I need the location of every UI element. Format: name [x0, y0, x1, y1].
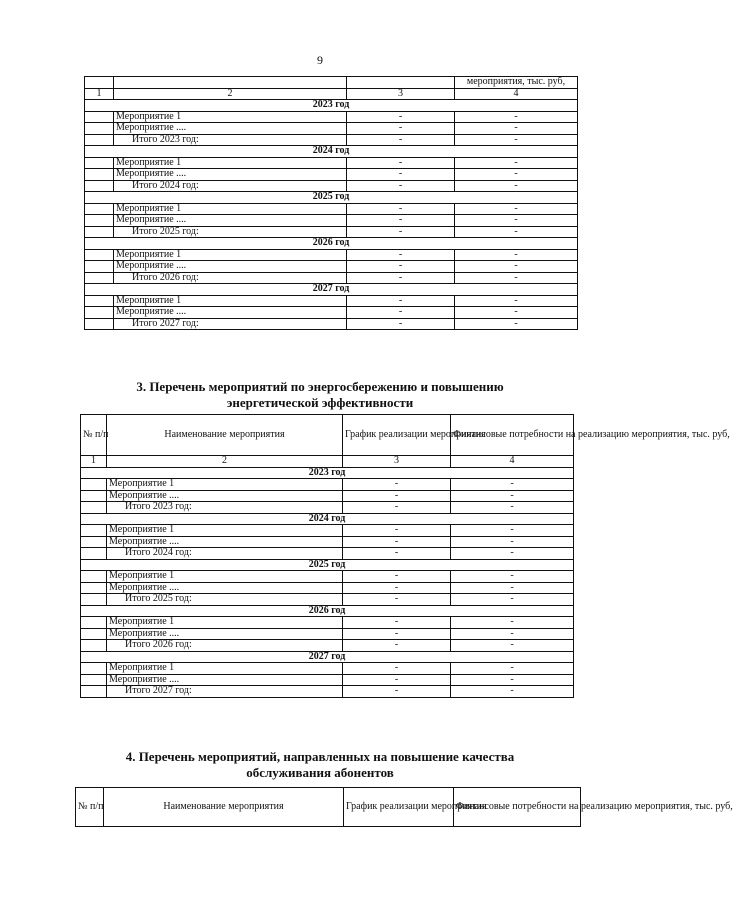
section-3-title-line2: энергетической эффективности [226, 395, 414, 410]
table-cell [114, 77, 347, 89]
finance-value: - [451, 571, 574, 583]
total-row [81, 502, 574, 514]
table-row [85, 261, 578, 273]
finance-value: - [451, 479, 574, 491]
activity-name: Мероприятие 1 [114, 249, 347, 261]
total-row [81, 686, 574, 698]
year-row [81, 467, 574, 479]
schedule-value: - [347, 318, 455, 330]
schedule-value: - [343, 628, 451, 640]
activity-name: Мероприятие 1 [114, 203, 347, 215]
finance-value: - [451, 640, 574, 652]
section-3-title [0, 379, 640, 411]
activity-name: Мероприятие .... [107, 490, 343, 502]
column-number-row [85, 88, 578, 100]
column-number: 3 [343, 456, 451, 468]
schedule-value: - [347, 295, 455, 307]
schedule-value: - [343, 663, 451, 675]
schedule-value: - [343, 640, 451, 652]
row-number [81, 502, 107, 514]
column-number: 1 [85, 88, 114, 100]
row-number [81, 479, 107, 491]
table-row [81, 628, 574, 640]
finance-value: - [455, 134, 578, 146]
activity-name: Итого 2026 год: [107, 640, 343, 652]
activity-name: Мероприятие 1 [107, 663, 343, 675]
schedule-value: - [347, 111, 455, 123]
schedule-value: - [347, 203, 455, 215]
section-3-title-line1: 3. Перечень мероприятий по энергосбережению и повышению [136, 379, 504, 394]
schedule-value: - [347, 134, 455, 146]
header-schedule: График реализации мероприятия [343, 415, 451, 456]
schedule-value: - [343, 571, 451, 583]
row-number [81, 571, 107, 583]
finance-value: - [455, 261, 578, 273]
year-label: 2024 год [81, 513, 574, 525]
table-row [81, 617, 574, 629]
column-number: 4 [451, 456, 574, 468]
schedule-value: - [343, 594, 451, 606]
row-number [85, 318, 114, 330]
activity-name: Мероприятие .... [114, 261, 347, 273]
row-number [81, 617, 107, 629]
section-4-title [0, 749, 640, 781]
activity-name: Итого 2025 год: [107, 594, 343, 606]
table-row [85, 249, 578, 261]
total-row [85, 226, 578, 238]
table-cell [347, 77, 455, 89]
activity-name: Мероприятие .... [114, 307, 347, 319]
row-number [85, 295, 114, 307]
schedule-value: - [343, 548, 451, 560]
total-row [85, 180, 578, 192]
row-number [85, 123, 114, 135]
column-number: 3 [347, 88, 455, 100]
year-row [81, 513, 574, 525]
table-row [85, 169, 578, 181]
column-number: 1 [81, 456, 107, 468]
row-number [81, 525, 107, 537]
activity-name: Итого 2027 год: [114, 318, 347, 330]
total-row [81, 594, 574, 606]
schedule-value: - [343, 490, 451, 502]
finance-value: - [455, 295, 578, 307]
section-4-title-line1: 4. Перечень мероприятий, направленных на повышение качества [125, 749, 515, 764]
row-number [81, 582, 107, 594]
schedule-value: - [343, 536, 451, 548]
schedule-value: - [347, 307, 455, 319]
table-header-row [76, 788, 581, 827]
schedule-value: - [347, 226, 455, 238]
row-number [85, 261, 114, 273]
activity-name: Мероприятие .... [107, 582, 343, 594]
column-number: 4 [455, 88, 578, 100]
activity-name: Мероприятие 1 [114, 157, 347, 169]
row-number [85, 111, 114, 123]
row-number [85, 203, 114, 215]
section-4-title-line2: обслуживания абонентов [246, 765, 394, 780]
header-name: Наименование мероприятия [104, 788, 344, 827]
row-number [81, 548, 107, 560]
finance-value: - [455, 123, 578, 135]
activities-table-continued [84, 76, 578, 330]
finance-value: - [451, 536, 574, 548]
page-number: 9 [317, 53, 323, 67]
table-top-header-row [85, 77, 578, 89]
schedule-value: - [347, 157, 455, 169]
finance-value: - [455, 203, 578, 215]
header-num: № п/п [76, 788, 104, 827]
row-number [85, 134, 114, 146]
row-number [81, 594, 107, 606]
table-row [81, 571, 574, 583]
table-row [85, 111, 578, 123]
activity-name: Мероприятие 1 [107, 525, 343, 537]
year-label: 2027 год [85, 284, 578, 296]
column-number-row [81, 456, 574, 468]
finance-value: - [455, 249, 578, 261]
schedule-value: - [347, 261, 455, 273]
row-number [85, 157, 114, 169]
year-label: 2025 год [85, 192, 578, 204]
year-row [81, 651, 574, 663]
row-number [85, 249, 114, 261]
table-row [85, 307, 578, 319]
finance-value: - [451, 674, 574, 686]
schedule-value: - [343, 686, 451, 698]
activity-name: Итого 2025 год: [114, 226, 347, 238]
row-number [85, 215, 114, 227]
header-schedule: График реализации мероприятия [344, 788, 454, 827]
finance-value: - [451, 490, 574, 502]
table-row [81, 663, 574, 675]
activity-name: Мероприятие 1 [107, 571, 343, 583]
activity-name: Мероприятие .... [107, 628, 343, 640]
activity-name: Мероприятие 1 [114, 111, 347, 123]
schedule-value: - [343, 525, 451, 537]
schedule-value: - [343, 479, 451, 491]
schedule-value: - [347, 249, 455, 261]
finance-value: - [451, 663, 574, 675]
year-row [81, 605, 574, 617]
activity-name: Мероприятие .... [107, 536, 343, 548]
activity-name: Мероприятие .... [114, 169, 347, 181]
table-row [81, 490, 574, 502]
year-row [85, 146, 578, 158]
column-number: 2 [114, 88, 347, 100]
table-row [85, 203, 578, 215]
schedule-value: - [343, 582, 451, 594]
year-label: 2027 год [81, 651, 574, 663]
table-row [81, 479, 574, 491]
row-number [81, 663, 107, 675]
year-row [85, 192, 578, 204]
finance-value: - [455, 180, 578, 192]
year-row [85, 284, 578, 296]
total-row [81, 640, 574, 652]
activity-name: Мероприятие .... [114, 123, 347, 135]
table-cell: мероприятия, тыс. руб, [455, 77, 578, 89]
table-row [85, 295, 578, 307]
activity-name: Итого 2024 год: [107, 548, 343, 560]
schedule-value: - [343, 674, 451, 686]
year-row [85, 100, 578, 112]
year-label: 2026 год [85, 238, 578, 250]
table-row [81, 582, 574, 594]
year-label: 2026 год [81, 605, 574, 617]
activity-name: Итого 2026 год: [114, 272, 347, 284]
finance-value: - [455, 215, 578, 227]
finance-value: - [451, 617, 574, 629]
row-number [81, 674, 107, 686]
activity-name: Итого 2023 год: [114, 134, 347, 146]
schedule-value: - [343, 617, 451, 629]
table-row [81, 674, 574, 686]
header-finance: Финансовые потребности на реализацию мероприятия, тыс. руб, [451, 415, 574, 456]
finance-value: - [451, 686, 574, 698]
activity-name: Итого 2027 год: [107, 686, 343, 698]
year-label: 2023 год [85, 100, 578, 112]
year-row [85, 238, 578, 250]
table-cell [85, 77, 114, 89]
total-row [85, 318, 578, 330]
activity-name: Мероприятие .... [114, 215, 347, 227]
row-number [85, 307, 114, 319]
activity-name: Мероприятие 1 [114, 295, 347, 307]
total-row [85, 272, 578, 284]
table-row [85, 157, 578, 169]
row-number [81, 490, 107, 502]
header-name: Наименование мероприятия [107, 415, 343, 456]
finance-value: - [451, 594, 574, 606]
activity-name: Итого 2023 год: [107, 502, 343, 514]
finance-value: - [451, 502, 574, 514]
activity-name: Итого 2024 год: [114, 180, 347, 192]
activity-name: Мероприятие .... [107, 674, 343, 686]
table-row [81, 525, 574, 537]
finance-value: - [451, 525, 574, 537]
row-number [85, 226, 114, 238]
header-num: № п/п [81, 415, 107, 456]
finance-value: - [451, 582, 574, 594]
row-number [81, 640, 107, 652]
year-label: 2023 год [81, 467, 574, 479]
row-number [81, 628, 107, 640]
row-number [81, 686, 107, 698]
header-finance: Финансовые потребности на реализацию мероприятия, тыс. руб, [454, 788, 581, 827]
year-label: 2025 год [81, 559, 574, 571]
row-number [85, 180, 114, 192]
row-number [85, 169, 114, 181]
schedule-value: - [347, 215, 455, 227]
energy-saving-activities-table [80, 414, 730, 698]
table-row [85, 123, 578, 135]
finance-value: - [455, 307, 578, 319]
row-number [85, 272, 114, 284]
row-number [81, 536, 107, 548]
year-row [81, 559, 574, 571]
finance-value: - [451, 628, 574, 640]
total-row [81, 548, 574, 560]
activity-name: Мероприятие 1 [107, 479, 343, 491]
column-number: 2 [107, 456, 343, 468]
year-label: 2024 год [85, 146, 578, 158]
finance-value: - [455, 157, 578, 169]
table-row [81, 536, 574, 548]
finance-value: - [451, 548, 574, 560]
schedule-value: - [343, 502, 451, 514]
schedule-value: - [347, 169, 455, 181]
finance-value: - [455, 272, 578, 284]
finance-value: - [455, 111, 578, 123]
activity-name: Мероприятие 1 [107, 617, 343, 629]
schedule-value: - [347, 272, 455, 284]
schedule-value: - [347, 123, 455, 135]
finance-value: - [455, 169, 578, 181]
schedule-value: - [347, 180, 455, 192]
total-row [85, 134, 578, 146]
finance-value: - [455, 318, 578, 330]
service-quality-activities-table [75, 787, 733, 827]
finance-value: - [455, 226, 578, 238]
table-header-row [81, 415, 574, 456]
table-row [85, 215, 578, 227]
